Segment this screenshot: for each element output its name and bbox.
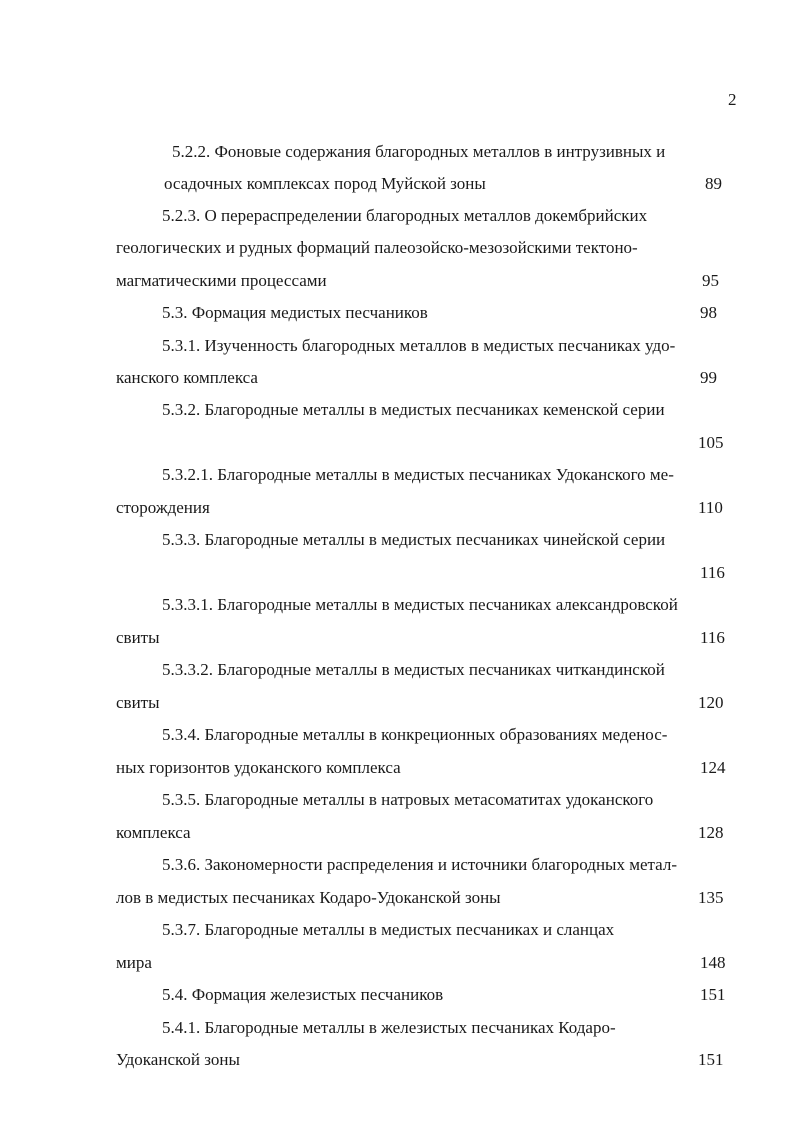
toc-entry-line: 5.3.3. Благородные металлы в медистых песчаниках чинейской серии [162,530,666,549]
toc-page-number: 120 [698,693,724,712]
toc-entry-line: 5.4. Формация железистых песчаников [162,985,444,1004]
toc-entry-line: свиты [116,628,160,647]
toc-page-number: 135 [698,888,724,907]
toc-page-number: 124 [700,758,726,777]
toc-entry-line: лов в медистых песчаниках Кодаро-Удоканской зоны [116,888,501,907]
toc-entry-line: 5.3.5. Благородные металлы в натровых метасоматитах удоканского [162,790,654,809]
toc-entry-line: 5.3.3.2. Благородные металлы в медистых песчаниках читкандинской [162,660,665,679]
toc-entry-line: 5.3.6. Закономерности распределения и источники благородных метал- [162,855,677,874]
toc-page-number: 128 [698,823,724,842]
toc-page-number: 105 [698,433,724,452]
toc-page-number: 151 [700,985,726,1004]
page-number: 2 [728,90,737,109]
toc-entry-line: Удоканской зоны [116,1050,240,1069]
toc-entry-line: 5.3.7. Благородные металлы в медистых песчаниках и сланцах [162,920,615,939]
toc-entry-line: осадочных комплексах пород Муйской зоны [164,174,486,193]
toc-entry-line: 5.3.3.1. Благородные металлы в медистых песчаниках александровской [162,595,678,614]
toc-entry-line: 5.3.4. Благородные металлы в конкреционных образованиях меденос- [162,725,668,744]
toc-entry-line: 5.3.2.1. Благородные металлы в медистых песчаниках Удоканского ме- [162,465,674,484]
toc-page-number: 148 [700,953,726,972]
toc-page-number: 116 [700,628,725,647]
toc-entry-line: 5.3.2. Благородные металлы в медистых песчаниках кеменской серии [162,400,665,419]
toc-page-number: 98 [700,303,717,322]
toc-entry-line: комплекса [116,823,191,842]
toc-entry-line: магматическими процессами [116,271,327,290]
toc-entry-line: 5.2.3. О перераспределении благородных металлов докембрийских [162,206,648,225]
toc-entry-line: 5.4.1. Благородные металлы в железистых песчаниках Кодаро- [162,1018,616,1037]
toc-entry-line: 5.2.2. Фоновые содержания благородных металлов в интрузивных и [172,142,666,161]
toc-page-number: 99 [700,368,717,387]
toc-entry-line: мира [116,953,152,972]
toc-entry-line: свиты [116,693,160,712]
toc-entry-line: геологических и рудных формаций палеозойско-мезозойскими тектоно- [116,238,638,257]
toc-entry-line: канского комплекса [116,368,258,387]
toc-entry-line: сторождения [116,498,210,517]
toc-page-number: 116 [700,563,725,582]
toc-page-number: 89 [705,174,722,193]
toc-entry-line: 5.3.1. Изученность благородных металлов в медистых песчаниках удо- [162,336,676,355]
toc-page-number: 151 [698,1050,724,1069]
toc-page-number: 110 [698,498,723,517]
toc-entry-line: ных горизонтов удоканского комплекса [116,758,401,777]
toc-entry-line: 5.3. Формация медистых песчаников [162,303,428,322]
toc-page-number: 95 [702,271,719,290]
